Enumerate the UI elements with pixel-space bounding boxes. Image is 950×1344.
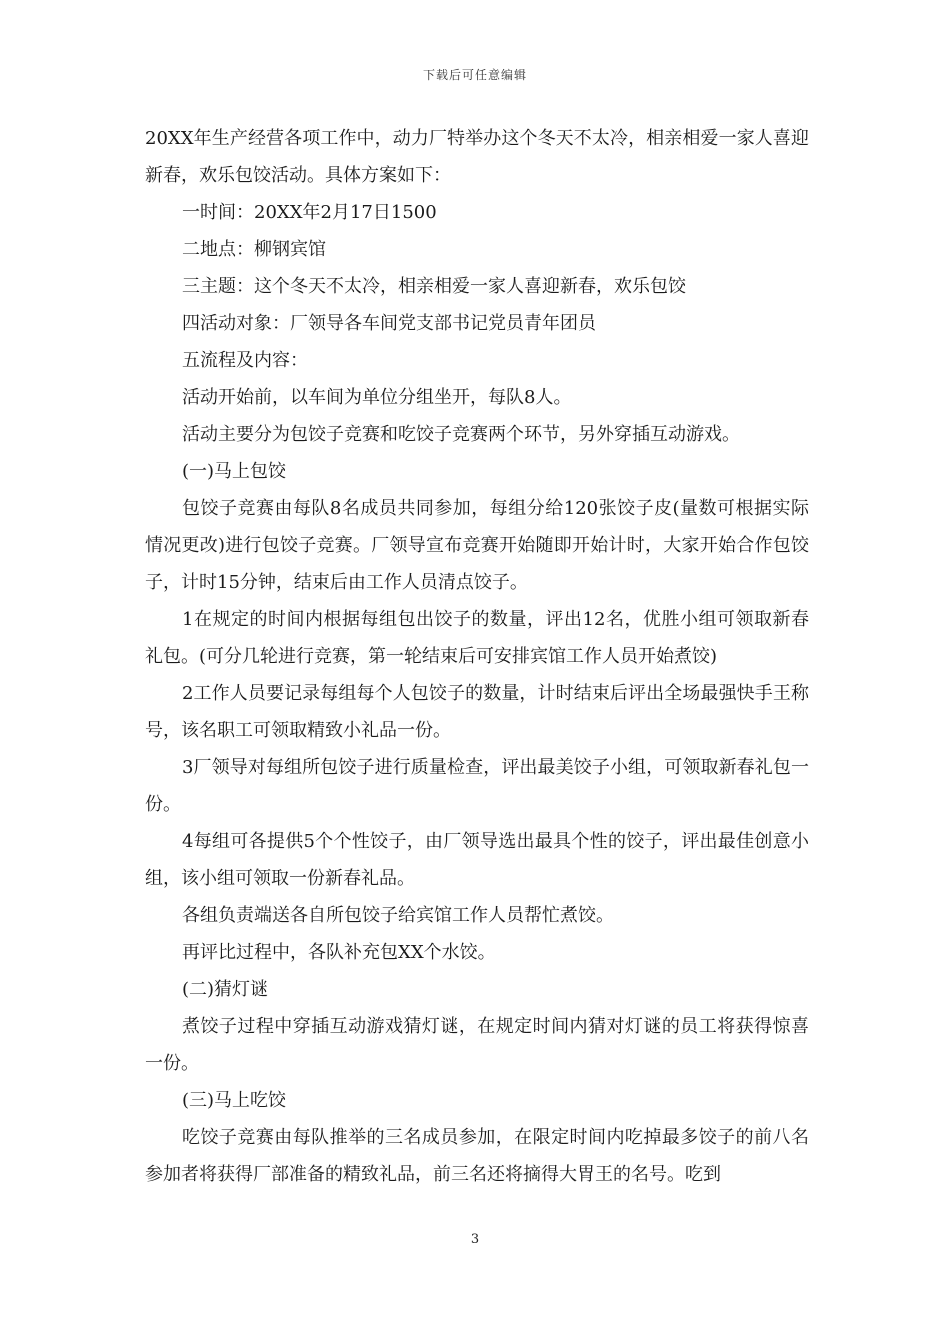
page-number: 3 bbox=[470, 1232, 480, 1247]
paragraph: 吃饺子竞赛由每队推举的三名成员参加，在限定时间内吃掉最多饺子的前八名参加者将获得厂部准备的精致礼品，前三名还将摘得大胃王的名号。吃到 bbox=[145, 1127, 809, 1185]
paragraph: 一时间：20XX年2月17日1500 bbox=[182, 202, 437, 223]
paragraph: 活动主要分为包饺子竞赛和吃饺子竞赛两个环节，另外穿插互动游戏。 bbox=[182, 424, 740, 445]
paragraph: (二)猜灯谜 bbox=[182, 979, 269, 1000]
document-body bbox=[145, 120, 809, 1193]
paragraph: 20XX年生产经营各项工作中，动力厂特举办这个冬天不太冷，相亲相爱一家人喜迎新春，欢乐包饺活动。具体方案如下： bbox=[145, 128, 809, 186]
paragraph: 再评比过程中，各队补充包XX个水饺。 bbox=[182, 942, 496, 963]
paragraph: 4每组可各提供5个个性饺子，由厂领导选出最具个性的饺子，评出最佳创意小组，该小组可领取一份新春礼品。 bbox=[145, 831, 809, 889]
paragraph: 三主题：这个冬天不太冷，相亲相爱一家人喜迎新春，欢乐包饺 bbox=[182, 276, 686, 297]
paragraph: 四活动对象：厂领导各车间党支部书记党员青年团员 bbox=[182, 313, 596, 334]
paragraph: 3厂领导对每组所包饺子进行质量检查，评出最美饺子小组，可领取新春礼包一份。 bbox=[145, 757, 809, 815]
paragraph: 五流程及内容： bbox=[182, 350, 308, 371]
paragraph: (一)马上包饺 bbox=[182, 461, 287, 482]
paragraph: 二地点：柳钢宾馆 bbox=[182, 239, 326, 260]
page-header: 下载后可任意编辑 bbox=[422, 68, 527, 82]
paragraph: 煮饺子过程中穿插互动游戏猜灯谜，在规定时间内猜对灯谜的员工将获得惊喜一份。 bbox=[145, 1016, 809, 1074]
paragraph: 各组负责端送各自所包饺子给宾馆工作人员帮忙煮饺。 bbox=[182, 905, 614, 926]
paragraph: 2工作人员要记录每组每个人包饺子的数量，计时结束后评出全场最强快手王称号，该名职工可领取精致小礼品一份。 bbox=[145, 683, 809, 741]
paragraph: 活动开始前，以车间为单位分组坐开，每队8人。 bbox=[182, 387, 572, 408]
paragraph: 包饺子竞赛由每队8名成员共同参加，每组分给120张饺子皮(量数可根据实际情况更改)进行包饺子竞赛。厂领导宣布竞赛开始随即开始计时，大家开始合作包饺子，计时15分钟，结束后由工作人员清点饺子。 bbox=[145, 498, 809, 593]
paragraph: (三)马上吃饺 bbox=[182, 1090, 287, 1111]
paragraph: 1在规定的时间内根据每组包出饺子的数量，评出12名，优胜小组可领取新春礼包。(可分几轮进行竞赛，第一轮结束后可安排宾馆工作人员开始煮饺) bbox=[145, 609, 809, 667]
